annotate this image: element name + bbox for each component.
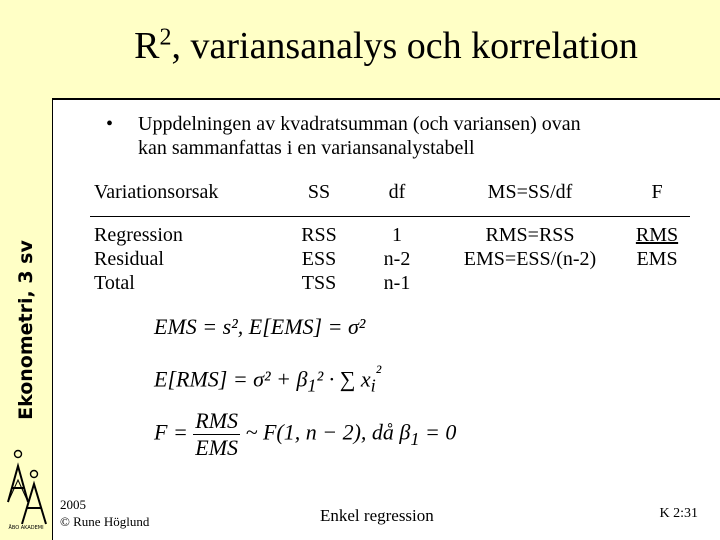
cell: n-1	[383, 272, 411, 294]
header-f: F	[624, 178, 690, 217]
fraction: $\frac{\text{RMS}}{\text{EMS}}$	[195, 408, 239, 460]
abo-akademi-logo-icon	[4, 444, 48, 536]
bullet-point	[106, 112, 696, 160]
table-row	[90, 247, 690, 271]
header-source: Variationsorsak	[90, 178, 280, 217]
table-header-row	[90, 178, 690, 217]
header-ms: MS=SS/df	[436, 178, 624, 217]
page-number: K 2:31	[659, 506, 698, 521]
cell: TSS	[301, 272, 337, 294]
sidebar	[0, 0, 53, 540]
bullet-symbol: •	[106, 113, 114, 135]
header-df: df	[358, 178, 436, 217]
cell-f-denominator: EMS	[636, 248, 678, 270]
footer-left	[60, 496, 149, 530]
slide-title: $R^2$, variansanalys och korrelation	[134, 24, 638, 67]
cell-f-numerator: RMS	[635, 224, 679, 246]
footer-year: 2005	[60, 497, 86, 512]
bullet-text-line-2: kan sammanfattas i en variansanalystabell	[138, 137, 475, 159]
formula-f-distribution: F = $\frac{\text{RMS}}{\text{EMS}}$ ~ F(1, n − 2), då $\beta_1 = 0$	[154, 408, 457, 460]
cell: n-2	[383, 248, 411, 270]
sidebar-label: Ekonometri, 3 sv	[15, 240, 37, 420]
cell: Regression	[94, 224, 183, 246]
cell	[436, 271, 624, 295]
cell	[624, 271, 690, 295]
cell: EMS=ESS/(n-2)	[463, 248, 597, 270]
footer-center: Enkel regression	[320, 506, 434, 525]
formula-e-rms: $E[RMS] = \sigma^2 + \beta_1^2$ · ∑ $x_i^{^2}$	[154, 362, 382, 396]
anova-table	[90, 178, 690, 295]
cell: Total	[94, 272, 135, 294]
logo-caption: ÅBO AKADEMI	[8, 525, 44, 531]
title-area	[52, 0, 720, 100]
cell: Residual	[94, 248, 164, 270]
cell: ESS	[301, 248, 337, 270]
bullet-text-line-1: Uppdelningen av kvadratsumman (och variansen) ovan	[138, 113, 581, 135]
formula-ems: EMS = s², E[EMS] = σ²	[154, 314, 366, 339]
cell: 1	[392, 224, 402, 246]
table-row	[90, 217, 690, 248]
table-row	[90, 271, 690, 295]
cell: RMS=RSS	[485, 224, 575, 246]
header-ss: SS	[280, 178, 358, 217]
cell: RSS	[301, 224, 337, 246]
footer-author: © Rune Höglund	[60, 514, 150, 529]
